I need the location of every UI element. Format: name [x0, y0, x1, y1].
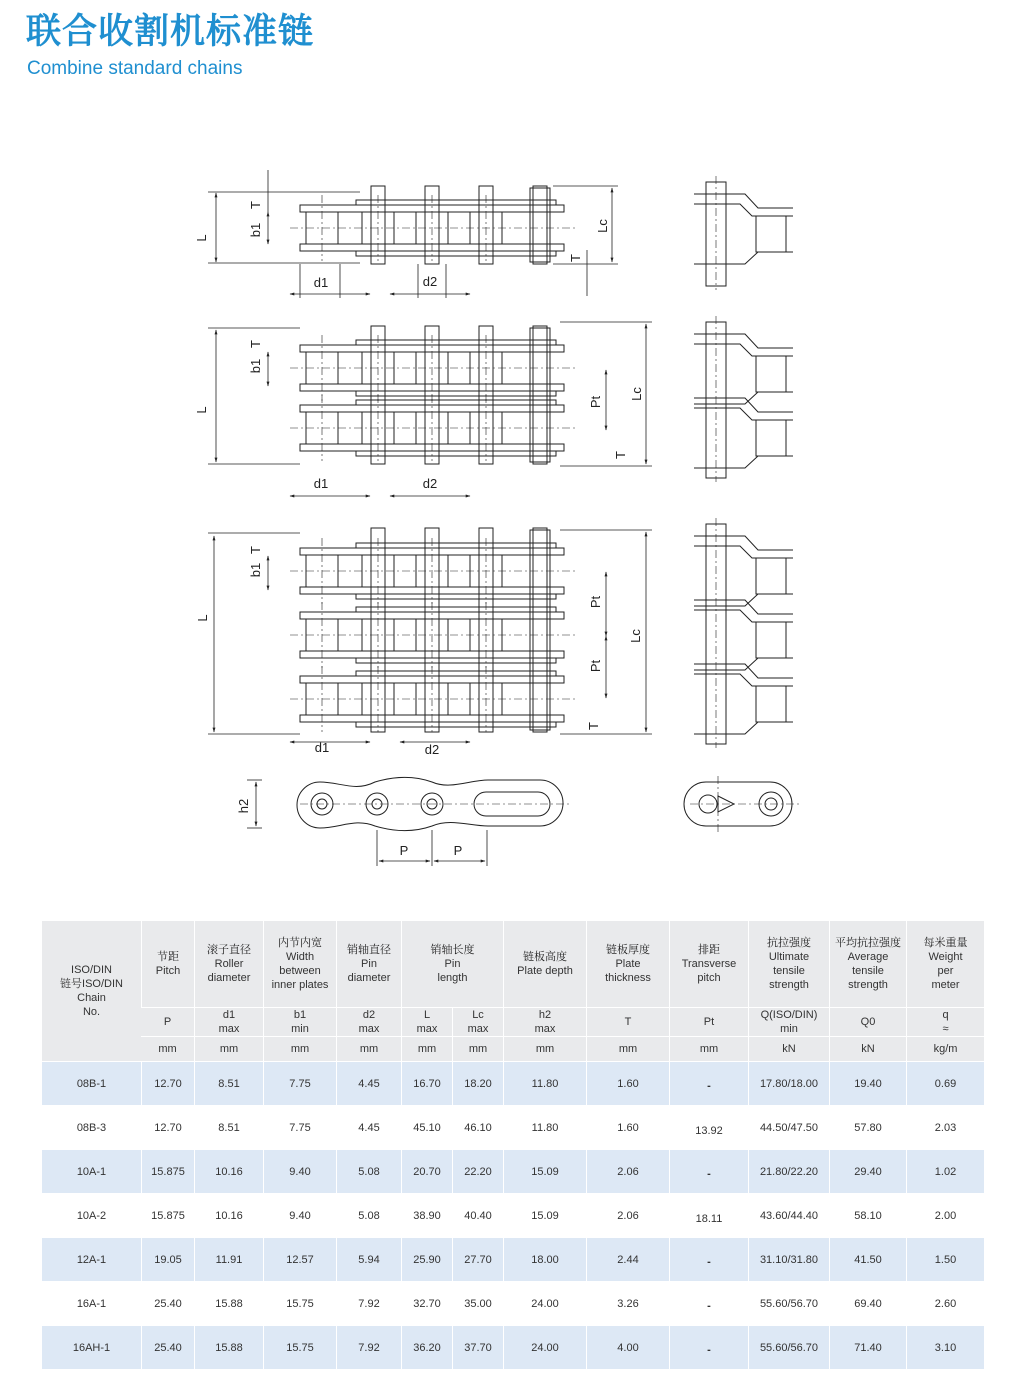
header-col-5	[401, 921, 503, 1007]
dimension-label-Pt: Pt	[588, 659, 603, 673]
table-cell: 7.75	[263, 1061, 336, 1105]
side-plate	[694, 194, 793, 208]
side-plate	[694, 664, 793, 678]
table-cell: 2.60	[906, 1281, 984, 1325]
table-cell: 15.875	[141, 1149, 194, 1193]
header-symbol: T	[586, 1007, 669, 1036]
table-cell: 12.57	[263, 1237, 336, 1281]
dimension-label-d1: d1	[313, 476, 329, 491]
header-label: Weight	[928, 951, 963, 963]
dimension-label-d2: d2	[422, 274, 438, 289]
header-unit: kN	[829, 1036, 906, 1061]
table-cell: 35.00	[452, 1281, 503, 1325]
header-label: per	[937, 965, 954, 977]
header-col-7	[586, 921, 669, 1007]
header-label: diameter	[347, 972, 391, 984]
header-label: No.	[82, 1006, 101, 1018]
header-col-9	[748, 921, 829, 1007]
table-cell: 1.60	[586, 1105, 669, 1149]
table-cell: 2.44	[586, 1237, 669, 1281]
header-symbol: Q0	[829, 1007, 906, 1036]
header-symbol: d1 max	[194, 1007, 263, 1036]
table-cell: 45.10	[401, 1105, 452, 1149]
table-cell: 21.80/22.20	[748, 1149, 829, 1193]
table-cell: 7.75	[263, 1105, 336, 1149]
inner-plate	[356, 607, 556, 612]
side-roller	[756, 216, 786, 252]
side-plate	[694, 600, 793, 614]
table-cell: 24.00	[503, 1281, 586, 1325]
pin-head	[533, 528, 547, 732]
header-col-0	[42, 921, 141, 1061]
header-label: Ultimate	[768, 951, 810, 963]
table-cell: 19.40	[829, 1061, 906, 1105]
table-cell: 11.91	[194, 1237, 263, 1281]
table-cell: 11.80	[503, 1061, 586, 1105]
table-row	[42, 1325, 984, 1369]
side-plate	[694, 398, 793, 412]
table-cell: 58.10	[829, 1193, 906, 1237]
chain-number-cell: 08B-1	[42, 1061, 141, 1105]
table-row	[42, 1281, 984, 1325]
inner-plate	[356, 400, 556, 405]
table-cell: 3.26	[586, 1281, 669, 1325]
page-title: 联合收割机标准链	[26, 12, 315, 52]
header-unit: mm	[452, 1036, 503, 1061]
chain-number-cell: 10A-1	[42, 1149, 141, 1193]
dimension-label-Pt: Pt	[588, 395, 603, 409]
header-zh: 每米重量	[923, 937, 968, 949]
header-zh: 抗拉强度	[767, 937, 811, 949]
table-cell: 22.20	[452, 1149, 503, 1193]
table-cell: 7.92	[336, 1325, 401, 1369]
side-plate	[694, 252, 793, 264]
table-cell: 12.70	[141, 1105, 194, 1149]
table-cell: 18.11	[669, 1193, 748, 1237]
table-cell: 16.70	[401, 1061, 452, 1105]
dimension-label-Lc: Lc	[629, 387, 644, 401]
table-cell: 7.92	[336, 1281, 401, 1325]
dimension-label-T: T	[613, 451, 628, 459]
table-cell: 13.92	[669, 1105, 748, 1149]
header-label: Pitch	[155, 965, 181, 977]
table-cell: 15.75	[263, 1281, 336, 1325]
table-cell: 15.88	[194, 1325, 263, 1369]
table-cell: 71.40	[829, 1325, 906, 1369]
inner-plate	[356, 340, 556, 345]
chain-number-cell: 16A-1	[42, 1281, 141, 1325]
side-plate	[694, 204, 793, 216]
table-cell: 31.10/31.80	[748, 1237, 829, 1281]
table-cell: 5.08	[336, 1149, 401, 1193]
header-label: Plate depth	[517, 965, 573, 977]
table-cell: 3.10	[906, 1325, 984, 1369]
table-cell: 15.09	[503, 1149, 586, 1193]
table-cell: 15.88	[194, 1281, 263, 1325]
side-roller	[756, 686, 786, 722]
dimension-label-L: L	[194, 234, 209, 242]
table-cell: 19.05	[141, 1237, 194, 1281]
dimension-label-L: L	[195, 614, 210, 622]
dimension-label-L: L	[194, 406, 209, 414]
dimension-label-d1: d1	[313, 275, 329, 290]
table-cell: -	[669, 1061, 748, 1105]
header-unit: mm	[194, 1036, 263, 1061]
dimension-label-P: P	[399, 843, 409, 858]
table-cell: 43.60/44.40	[748, 1193, 829, 1237]
dimension-label-Lc: Lc	[628, 629, 643, 643]
header-unit: mm	[401, 1036, 452, 1061]
dimension-label-T: T	[248, 201, 263, 209]
page-subtitle: Combine standard chains	[27, 58, 243, 79]
dimension-label-b1: b1	[248, 358, 263, 374]
header-col-2	[194, 921, 263, 1007]
dimension-label-T: T	[586, 722, 601, 730]
table-cell: 5.08	[336, 1193, 401, 1237]
header-label: tensile	[773, 965, 805, 977]
header-unit: mm	[263, 1036, 336, 1061]
header-label: tensile	[852, 965, 884, 977]
chain-spec-table	[42, 921, 984, 1369]
header-symbol: b1 min	[263, 1007, 336, 1036]
chain-number-cell: 10A-2	[42, 1193, 141, 1237]
side-roller	[756, 356, 786, 392]
side-roller	[756, 420, 786, 456]
dimension-label-h2: h2	[236, 798, 251, 814]
side-roller	[756, 622, 786, 658]
header-label: Width	[285, 951, 315, 963]
inner-plate	[356, 391, 556, 396]
table-cell: 4.00	[586, 1325, 669, 1369]
table-cell: 55.60/56.70	[748, 1325, 829, 1369]
table-cell: -	[669, 1237, 748, 1281]
header-zh: 链板厚度	[606, 944, 650, 956]
table-cell: 9.40	[263, 1193, 336, 1237]
table-cell: 2.03	[906, 1105, 984, 1149]
table-cell: 10.16	[194, 1193, 263, 1237]
header-col-1	[141, 921, 194, 1007]
dimension-label-Lc: Lc	[595, 219, 610, 233]
header-zh: 平均抗拉强度	[835, 937, 901, 949]
table-cell: 37.70	[452, 1325, 503, 1369]
table-cell: 1.60	[586, 1061, 669, 1105]
table-cell: 69.40	[829, 1281, 906, 1325]
dimension-label-d2: d2	[422, 476, 438, 491]
side-plate	[694, 722, 793, 734]
inner-plate	[356, 671, 556, 676]
side-plate	[694, 546, 793, 558]
dimension-label-Pt: Pt	[588, 595, 603, 609]
table-cell: 2.00	[906, 1193, 984, 1237]
table-cell: 9.40	[263, 1149, 336, 1193]
header-col-3	[263, 921, 336, 1007]
table-cell: 36.20	[401, 1325, 452, 1369]
table-cell: 1.02	[906, 1149, 984, 1193]
table-row	[42, 1061, 984, 1105]
header-unit: mm	[336, 1036, 401, 1061]
side-plate	[694, 456, 793, 468]
table-cell: 27.70	[452, 1237, 503, 1281]
header-col-8	[669, 921, 748, 1007]
header-symbol: d2 max	[336, 1007, 401, 1036]
header-label: strength	[848, 979, 888, 991]
table-cell: 11.80	[503, 1105, 586, 1149]
table-cell: 18.20	[452, 1061, 503, 1105]
side-plate	[694, 408, 793, 420]
table-cell: 24.00	[503, 1325, 586, 1369]
header-zh: 链板高度	[523, 951, 567, 963]
header-zh: 销轴直径	[347, 944, 391, 956]
dimension-label-P: P	[453, 843, 463, 858]
header-label: inner plates	[271, 979, 329, 991]
header-label: 链号ISO/DIN	[60, 978, 123, 990]
table-cell: 29.40	[829, 1149, 906, 1193]
pin-head	[533, 186, 547, 264]
table-cell: 38.90	[401, 1193, 452, 1237]
table-row	[42, 1105, 984, 1149]
table-cell: 2.06	[586, 1193, 669, 1237]
table-cell: 20.70	[401, 1149, 452, 1193]
table-cell: -	[669, 1281, 748, 1325]
dimension-label-b1: b1	[248, 222, 263, 238]
side-view	[694, 182, 793, 286]
header-symbol: Q(ISO/DIN) min	[748, 1007, 829, 1036]
header-label: strength	[769, 979, 809, 991]
table-cell: 12.70	[141, 1061, 194, 1105]
header-label: Pin	[361, 958, 377, 970]
header-label: Average	[847, 951, 889, 963]
table-cell: 32.70	[401, 1281, 452, 1325]
header-zh: 内节内宽	[278, 937, 322, 949]
chain-number-cell: 08B-3	[42, 1105, 141, 1149]
header-label: diameter	[207, 972, 251, 984]
table-cell: 18.00	[503, 1237, 586, 1281]
table-cell: 0.69	[906, 1061, 984, 1105]
header-symbol: P	[141, 1007, 194, 1036]
dimension-label-b1: b1	[248, 562, 263, 578]
header-symbol: L max	[401, 1007, 452, 1036]
side-plate	[694, 536, 793, 550]
table-cell: 40.40	[452, 1193, 503, 1237]
header-unit: mm	[503, 1036, 586, 1061]
header-unit: kN	[748, 1036, 829, 1061]
header-zh: 销轴长度	[430, 944, 475, 956]
inner-plate	[356, 200, 556, 205]
side-view	[694, 524, 793, 744]
header-label: length	[437, 972, 468, 984]
side-view	[694, 322, 793, 478]
side-plate	[694, 334, 793, 348]
header-zh: 滚子直径	[207, 944, 251, 956]
chain-number-cell: 16AH-1	[42, 1325, 141, 1369]
side-plate	[694, 344, 793, 356]
table-cell: 4.45	[336, 1105, 401, 1149]
table-cell: -	[669, 1325, 748, 1369]
header-symbol: q ≈	[906, 1007, 984, 1036]
table-row	[42, 1237, 984, 1281]
dimension-label-T: T	[568, 254, 583, 262]
table-cell: 8.51	[194, 1061, 263, 1105]
inner-plate	[356, 543, 556, 548]
header-symbol: Pt	[669, 1007, 748, 1036]
header-unit: kg/m	[906, 1036, 984, 1061]
table-cell: 41.50	[829, 1237, 906, 1281]
header-label: meter	[931, 979, 960, 991]
dimension-label-T: T	[248, 340, 263, 348]
side-roller	[756, 558, 786, 594]
table-row	[42, 1193, 984, 1237]
table-cell: 57.80	[829, 1105, 906, 1149]
table-cell: 15.09	[503, 1193, 586, 1237]
table-cell: 15.875	[141, 1193, 194, 1237]
dimension-label-d2: d2	[424, 742, 440, 757]
table-cell: 8.51	[194, 1105, 263, 1149]
side-plate	[694, 674, 793, 686]
inner-plate	[356, 451, 556, 456]
inner-plate	[356, 722, 556, 727]
table-cell: -	[669, 1149, 748, 1193]
header-unit: mm	[669, 1036, 748, 1061]
header-label: thickness	[605, 972, 651, 984]
inner-plate	[356, 251, 556, 256]
table-cell: 25.40	[141, 1325, 194, 1369]
header-col-10	[829, 921, 906, 1007]
header-col-11	[906, 921, 984, 1007]
inner-plate	[356, 594, 556, 599]
side-plate	[694, 610, 793, 622]
table-cell: 25.40	[141, 1281, 194, 1325]
table-cell: 25.90	[401, 1237, 452, 1281]
dimension-label-d1: d1	[314, 740, 330, 755]
chain-number-cell: 12A-1	[42, 1237, 141, 1281]
header-label: Roller	[214, 958, 244, 970]
header-label: Plate	[615, 958, 641, 970]
table-cell: 46.10	[452, 1105, 503, 1149]
header-unit: mm	[141, 1036, 194, 1061]
table-cell: 10.16	[194, 1149, 263, 1193]
table-row	[42, 1149, 984, 1193]
header-label: Chain	[77, 992, 106, 1004]
pin-head	[533, 326, 547, 464]
header-col-4	[336, 921, 401, 1007]
table-cell: 4.45	[336, 1061, 401, 1105]
header-label: Pin	[444, 958, 461, 970]
table-cell: 15.75	[263, 1325, 336, 1369]
header-symbol: Lc max	[452, 1007, 503, 1036]
table-cell: 1.50	[906, 1237, 984, 1281]
header-zh: 排距	[698, 944, 720, 956]
table-cell: 44.50/47.50	[748, 1105, 829, 1149]
header-label: pitch	[697, 972, 721, 984]
dimension-label-T: T	[248, 546, 263, 554]
header-symbol: h2 max	[503, 1007, 586, 1036]
header-label: Transverse	[681, 958, 737, 970]
table-cell: 17.80/18.00	[748, 1061, 829, 1105]
inner-plate	[356, 658, 556, 663]
header-unit: mm	[586, 1036, 669, 1061]
header-label: between	[279, 965, 321, 977]
header-label: ISO/DIN	[71, 964, 112, 976]
header-col-6	[503, 921, 586, 1007]
table-cell: 2.06	[586, 1149, 669, 1193]
table-cell: 5.94	[336, 1237, 401, 1281]
table-cell: 55.60/56.70	[748, 1281, 829, 1325]
header-zh: 节距	[157, 951, 179, 963]
